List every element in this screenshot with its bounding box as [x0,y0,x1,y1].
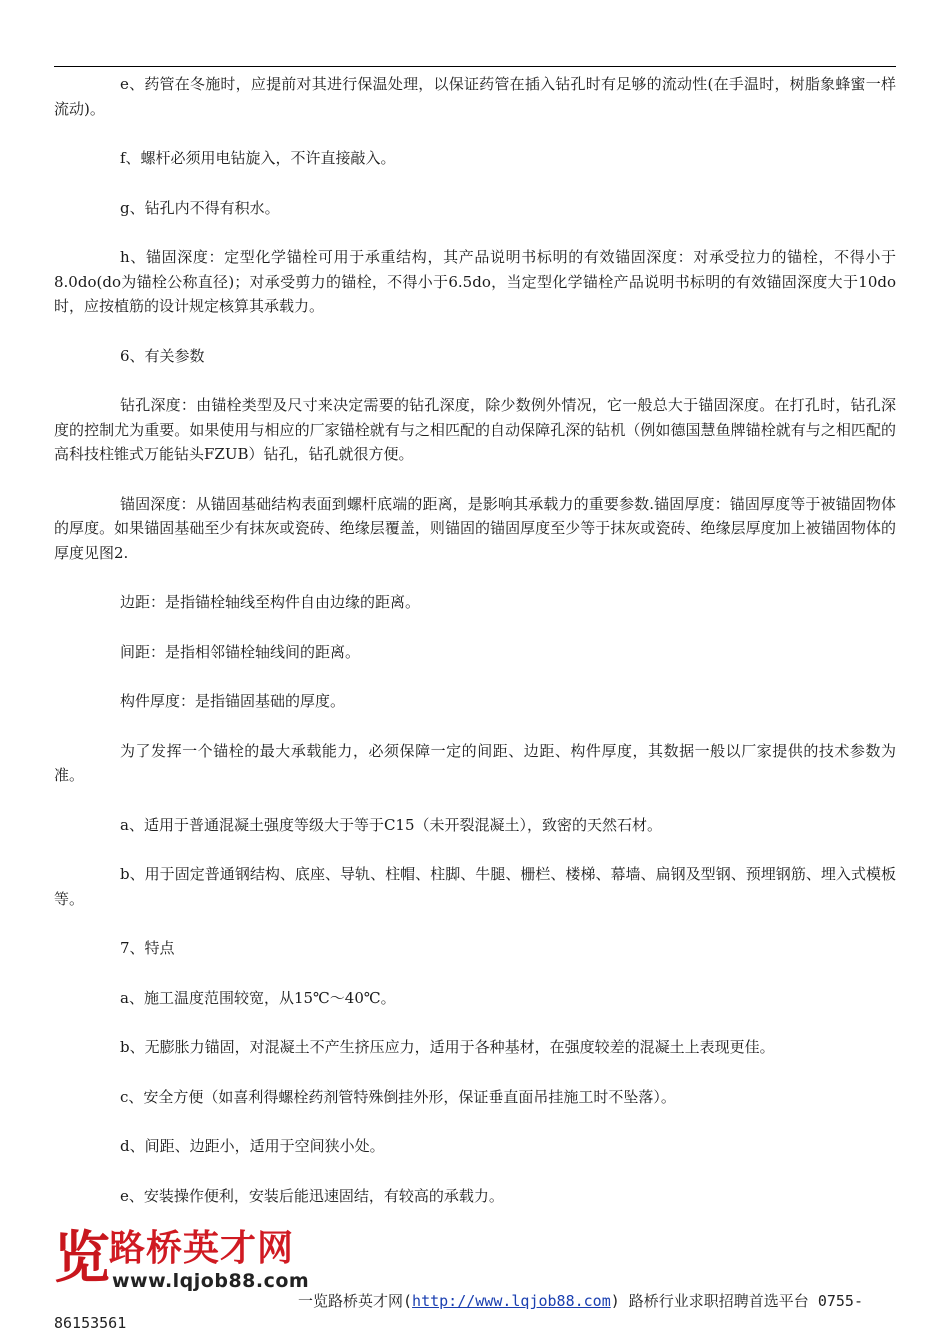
paragraph: b、用于固定普通钢结构、底座、导轨、柱帽、柱脚、牛腿、栅栏、楼梯、幕墙、扁钢及型钢、预埋钢筋、埋入式模板等。 [54,865,896,908]
site-logo[interactable] [54,1225,310,1297]
paragraph: g、钻孔内不得有积水。 [120,198,280,217]
top-rule [54,66,896,67]
paragraph: a、施工温度范围较宽，从15℃～40℃。 [120,988,396,1007]
footer-link[interactable]: http://www.lqjob88.com [412,1292,611,1310]
logo-mark-icon: 览 [54,1226,110,1291]
paragraph: 为了发挥一个锚栓的最大承载能力，必须保障一定的间距、边距、构件厚度，其数据一般以厂家提供的技术参数为准。 [54,741,896,784]
section-heading: 6、有关参数 [120,346,205,365]
footer-text [54,1290,896,1334]
paragraph: 锚固深度：从锚固基础结构表面到螺杆底端的距离，是影响其承载力的重要参数.锚固厚度：锚固厚度等于被锚固物体的厚度。如果锚固基础至少有抹灰或瓷砖、绝缘层覆盖，则锚固的锚固厚度至少等于抹灰或瓷砖、绝缘层厚度加上被锚固物体的厚度见图2. [54,494,896,562]
paragraph: c、安全方便（如喜利得螺栓药剂管特殊倒挂外形，保证垂直面吊挂施工时不坠落）。 [120,1087,676,1106]
paragraph: a、适用于普通混凝土强度等级大于等于C15（未开裂混凝土），致密的天然石材。 [120,815,663,834]
paragraph: 钻孔深度：由锚栓类型及尺寸来决定需要的钻孔深度，除少数例外情况，它一般总大于锚固深度。在打孔时，钻孔深度的控制尤为重要。如果使用与相应的厂家锚栓就有与之相匹配的自动保障孔深的钻机（例如德国慧鱼牌锚栓就有与之相匹配的高科技柱锥式万能钻头FZUB）钻孔，钻孔就很方便。 [54,396,896,463]
paragraph: 构件厚度：是指锚固基础的厚度。 [120,692,346,710]
paragraph: d、间距、边距小，适用于空间狭小处。 [120,1137,385,1155]
logo-name: 路桥英才网 [109,1228,295,1269]
logo-url: www.lqjob88.com [112,1270,310,1292]
paragraph: f、螺杆必须用电钻旋入，不许直接敲入。 [120,149,396,167]
paragraph: 间距：是指相邻锚栓轴线间的距离。 [120,642,361,661]
paragraph: h、锚固深度：定型化学锚栓可用于承重结构，其产品说明书标明的有效锚固深度：对承受拉力的锚栓，不得小于8.0do(do为锚栓公称直径)；对承受剪力的锚栓，不得小于6.5do，当定型化学锚栓产品说明书标明的有效锚固深度大于10do时，应按植筋的设计规定核算其承载力。 [54,248,896,315]
footer-suffix: ) 路桥行业求职招聘首选平台 0755-86153561 [54,1292,863,1332]
paragraph: b、无膨胀力锚固，对混凝土不产生挤压应力，适用于各种基材，在强度较差的混凝土上表现更佳。 [120,1038,775,1056]
paragraph: 边距：是指锚栓轴线至构件自由边缘的距离。 [120,593,421,611]
paragraph: e、药管在冬施时，应提前对其进行保温处理，以保证药管在插入钻孔时有足够的流动性(在手温时，树脂象蜂蜜一样流动)。 [54,75,896,118]
paragraph: e、安装操作便利，安装后能迅速固结，有较高的承载力。 [120,1186,504,1205]
document-body [54,72,896,1208]
section-heading: 7、特点 [120,939,175,957]
footer-prefix: 一览路桥英才网( [298,1292,413,1310]
